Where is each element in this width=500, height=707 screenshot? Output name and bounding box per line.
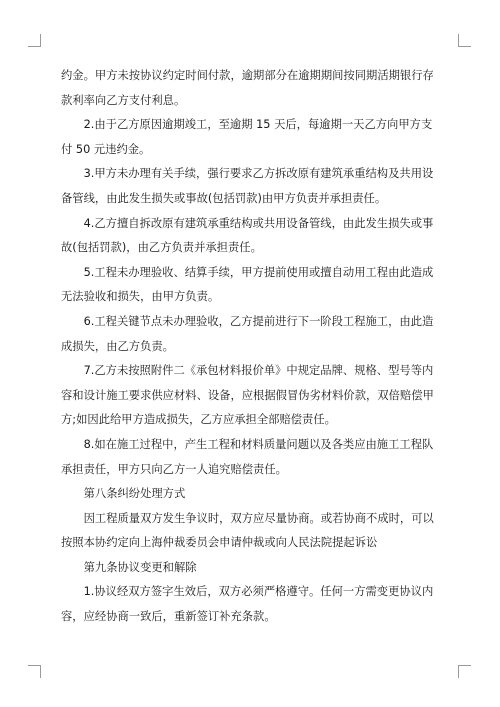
crop-mark-bottom-left xyxy=(28,665,41,678)
paragraph-dispute-resolution: 因工程质量双方发生争议时，双方应尽量协商。或若协商不成时，可以按照本协约定向上海仲裁委员会申请仲裁或向人民法院提起诉讼 xyxy=(61,511,434,550)
paragraph-clause-3: 3.甲方未办理有关手续，强行要求乙方拆改原有建筑承重结构及共用设备管线，由此发生损失或事故(包括罚款)由甲方负责并承担责任。 xyxy=(61,167,434,205)
section-heading-dispute: 第八条纠纷处理方式 xyxy=(83,487,186,501)
paragraph-clause-4: 4.乙方擅自拆改原有建筑承重结构或共用设备管线，由此发生损失或事故(包括罚款)，由乙方负责并承担责任。 xyxy=(61,216,434,255)
paragraph-penalty-continued: 约金。甲方未按协议约定时间付款，逾期部分在逾期期间按同期活期银行存款利率向乙方支付利息。 xyxy=(61,69,434,107)
paragraph-clause-5: 5.工程未办理验收、结算手续，甲方提前使用或擅自动用工程由此造成无法验收和损失，由甲方负责。 xyxy=(61,265,434,304)
paragraph-clause-2: 2.由于乙方原因逾期竣工，至逾期 15 天后，每逾期一天乙方向甲方支付 50 元违约金。 xyxy=(61,118,433,156)
crop-mark-top-right xyxy=(458,34,471,47)
section-heading-amendment: 第九条协议变更和解除 xyxy=(83,560,197,574)
paragraph-clause-7: 7.乙方未按照附件二《承包材料报价单》中规定品牌、规格、型号等内容和设计施工要求供应材料、设备，应根据假冒伪劣材料价款，双倍赔偿甲方;如因此给甲方造成损失，乙方应承担全部赔偿责任。 xyxy=(61,364,434,427)
paragraph-clause-6: 6.工程关键节点未办理验收，乙方提前进行下一阶段工程施工，由此造成损失，由乙方负责。 xyxy=(61,314,434,353)
paragraph-clause-8: 8.如在施工过程中，产生工程和材料质量问题以及各类应由施工工程队承担责任，甲方只向乙方一人追究赔偿责任。 xyxy=(61,437,434,476)
crop-mark-bottom-right xyxy=(458,665,471,678)
document-body xyxy=(61,64,443,630)
paragraph-amendment-1: 1.协议经双方签字生效后，双方必须严格遵守。任何一方需变更协议内容，应经协商一致后，重新签订补充条款。 xyxy=(61,585,434,624)
crop-mark-top-left xyxy=(28,34,41,47)
